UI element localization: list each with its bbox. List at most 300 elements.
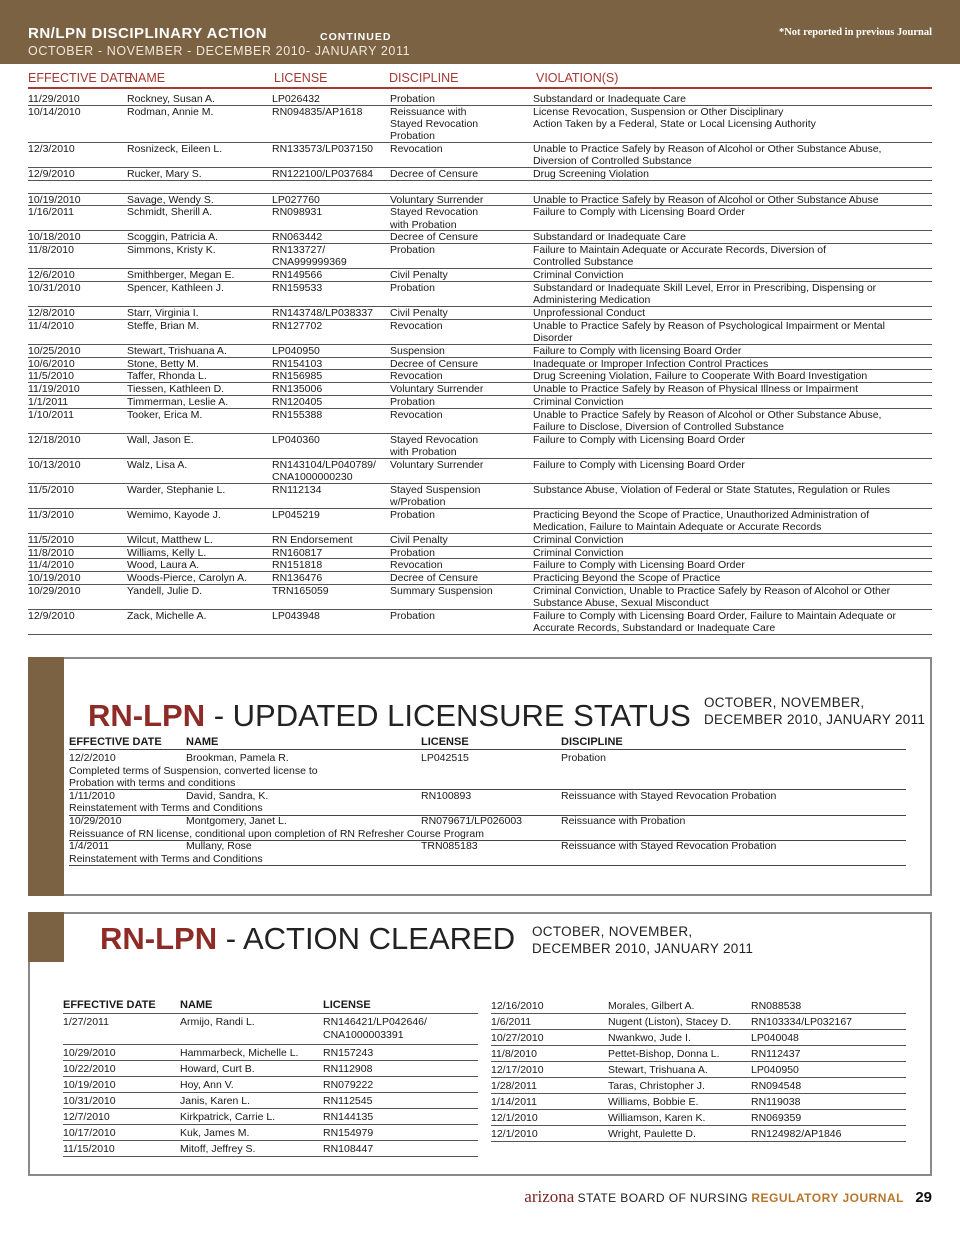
- row-date-line: 11/4/2010: [28, 559, 74, 572]
- row-violation: [533, 168, 649, 180]
- row-violation-line: Unable to Practice Safely by Reason of Alcohol or Other Substance Abuse,: [533, 143, 882, 155]
- row-name-line: Rodman, Annie M.: [127, 105, 214, 118]
- row-license-line: LP045219: [272, 508, 320, 521]
- row-name: [127, 610, 206, 622]
- updated-entry-license: RN100893: [421, 789, 472, 802]
- cleared-entry-date: 12/17/2010: [491, 1064, 544, 1076]
- cleared-col-license: LICENSE: [323, 999, 371, 1011]
- row-discipline: [390, 269, 448, 281]
- row-name: [127, 383, 224, 395]
- cleared-entry-name: Williams, Bobbie E.: [608, 1096, 699, 1108]
- row-violation: [533, 282, 876, 306]
- row-date: [28, 106, 81, 118]
- row-license: [272, 320, 322, 332]
- updated-licensure-box: [28, 657, 932, 896]
- row-violation: [533, 383, 858, 395]
- updated-col-name: NAME: [186, 736, 219, 748]
- row-date-line: 10/13/2010: [28, 458, 81, 471]
- row-violation-line: Drug Screening Violation: [533, 168, 649, 180]
- updated-date-line-2: DECEMBER 2010, JANUARY 2011: [704, 712, 926, 727]
- cleared-entry-license: CNA1000003391: [323, 1029, 404, 1041]
- row-violation-line: Failure to Comply with Licensing Board Order: [533, 559, 745, 572]
- cleared-col-date: EFFECTIVE DATE: [63, 999, 156, 1011]
- row-violation-line: Substandard or Inadequate Skill Level, Error in Prescribing, Dispensing or: [533, 282, 877, 294]
- row-license-line: RN155388: [272, 408, 323, 421]
- table-row: [28, 93, 932, 106]
- row-violation-line: Failure to Comply with licensing Board Order: [533, 344, 742, 357]
- cleared-entry-date: 12/16/2010: [491, 1000, 544, 1012]
- row-discipline-line: Civil Penalty: [390, 307, 448, 319]
- row-violation: [533, 345, 741, 357]
- row-violation: [533, 307, 645, 319]
- row-date-line: 10/29/2010: [28, 585, 81, 597]
- row-violation-line: Medication, Failure to Maintain Adequate or Accurate Records: [533, 521, 822, 533]
- row-name: [127, 585, 202, 597]
- column-header-license: LICENSE: [274, 71, 328, 85]
- row-discipline: [390, 244, 435, 256]
- column-header-discipline: DISCIPLINE: [389, 71, 459, 85]
- row-name-line: Rucker, Mary S.: [127, 168, 202, 180]
- cleared-entry-rule: [63, 1156, 478, 1157]
- row-name-line: Simmons, Kristy K.: [127, 244, 216, 257]
- row-license-line: TRN165059: [272, 585, 329, 597]
- table-row: [28, 459, 932, 484]
- row-date: [28, 509, 74, 521]
- cleared-entry-name: Williamson, Karen K.: [608, 1112, 706, 1124]
- row-name: [127, 559, 199, 571]
- row-date: [28, 194, 81, 206]
- cleared-entry-license: RN069359: [751, 1112, 802, 1124]
- row-license-line: RN112134: [272, 483, 322, 496]
- updated-entry-date: 10/29/2010: [69, 815, 122, 827]
- cleared-entry-license: RN088538: [751, 1000, 802, 1012]
- row-license: [272, 168, 373, 180]
- row-discipline-line: Revocation: [390, 143, 443, 155]
- row-date: [28, 320, 74, 332]
- row-name: [127, 320, 199, 332]
- row-violation-line: Accurate Records, Substandard or Inadequate Care: [533, 622, 776, 635]
- row-name: [127, 93, 215, 105]
- row-name-line: Scoggin, Patricia A.: [127, 231, 219, 244]
- row-discipline: [390, 194, 483, 206]
- row-discipline: [390, 547, 435, 559]
- action-cleared-box: [28, 912, 932, 1176]
- row-discipline-line: Decree of Censure: [390, 572, 479, 585]
- updated-entry-note: Reinstatement with Terms and Conditions: [69, 852, 263, 865]
- cleared-entry-rule: [491, 1013, 906, 1014]
- row-violation: [533, 106, 816, 130]
- row-name-line: Wood, Laura A.: [127, 559, 200, 572]
- row-violation: [533, 370, 867, 382]
- table-row: [28, 307, 932, 320]
- cleared-entry-date: 11/8/2010: [491, 1048, 537, 1060]
- cleared-header-rule: [63, 1013, 478, 1014]
- row-license: [272, 282, 322, 294]
- cleared-entry-date: 12/7/2010: [63, 1111, 110, 1123]
- row-discipline: [390, 509, 435, 521]
- row-discipline: [390, 534, 448, 546]
- row-violation-line: Inadequate or Improper Infection Control Practices: [533, 357, 769, 370]
- updated-col-license: LICENSE: [421, 736, 469, 748]
- row-license: [272, 345, 320, 357]
- row-violation-line: License Revocation, Suspension or Other Disciplinary: [533, 105, 784, 118]
- row-discipline: [390, 585, 493, 597]
- row-name-line: Walz, Lisa A.: [127, 458, 188, 471]
- row-violation-line: Unable to Practice Safely by Reason of Physical Illness or Impairment: [533, 383, 859, 396]
- cleared-entry-rule: [491, 1109, 906, 1110]
- cleared-entry-rule: [491, 1061, 906, 1062]
- table-row: [28, 206, 932, 231]
- row-license-line: RN120405: [272, 396, 323, 408]
- row-license-line: RN149566: [272, 269, 323, 282]
- row-date-line: 12/8/2010: [28, 307, 75, 319]
- cleared-date-line-2: DECEMBER 2010, JANUARY 2011: [532, 941, 754, 956]
- cleared-entry-rule: [63, 1076, 478, 1077]
- row-discipline: [390, 282, 435, 294]
- row-discipline-line: Revocation: [390, 559, 443, 572]
- updated-entry-name: Brookman, Pamela R.: [186, 752, 289, 764]
- row-violation-line: Administering Medication: [533, 294, 651, 307]
- cleared-entry-date: 10/19/2010: [63, 1079, 116, 1091]
- row-license: [272, 269, 322, 281]
- row-name-line: Rockney, Susan A.: [127, 93, 215, 105]
- row-violation: [533, 547, 623, 559]
- row-license-line: RN160817: [272, 546, 323, 559]
- updated-entry-name: David, Sandra, K.: [186, 789, 269, 802]
- column-header-name: NAME: [129, 71, 166, 85]
- row-name-line: Woods-Pierce, Carolyn A.: [127, 572, 248, 585]
- row-name: [127, 484, 225, 496]
- row-name-line: Stone, Betty M.: [127, 357, 199, 370]
- row-date: [28, 143, 75, 155]
- row-discipline: [390, 396, 435, 408]
- cleared-title-accent: RN-LPN: [100, 921, 218, 956]
- row-date: [28, 370, 74, 382]
- table-row: [28, 231, 932, 244]
- row-date: [28, 168, 75, 180]
- row-license-line: RN154103: [272, 357, 323, 370]
- cleared-entry-name: Nugent (Liston), Stacey D.: [608, 1016, 732, 1028]
- row-discipline: [390, 459, 483, 471]
- row-violation-line: Substandard or Inadequate Care: [533, 231, 686, 244]
- table-row: [28, 282, 932, 307]
- row-violation-line: Substandard or Inadequate Care: [533, 93, 686, 105]
- row-violation: [533, 610, 896, 634]
- row-violation: [533, 231, 686, 243]
- row-license-line: LP027760: [272, 193, 320, 206]
- table-row: [28, 106, 932, 143]
- row-discipline: [390, 484, 480, 508]
- cleared-entry-name: Morales, Gilbert A.: [608, 1000, 695, 1012]
- table-row: [28, 547, 932, 560]
- row-name-line: Taffer, Rhonda L.: [127, 370, 207, 383]
- row-violation-line: Action Taken by a Federal, State or Local Licensing Authority: [533, 118, 816, 130]
- row-violation: [533, 93, 686, 105]
- row-license-line: RN094835/AP1618: [272, 105, 363, 118]
- row-discipline-line: Stayed Revocation: [390, 433, 479, 446]
- row-license: [272, 459, 376, 483]
- row-name: [127, 547, 206, 559]
- row-date: [28, 409, 74, 421]
- row-discipline-line: Stayed Revocation: [390, 206, 479, 219]
- row-name: [127, 459, 187, 471]
- table-row: [28, 409, 932, 434]
- cleared-entry-license: RN119038: [751, 1096, 801, 1108]
- footer-journal-name: REGULATORY JOURNAL: [751, 1191, 904, 1205]
- cleared-entry-date: 1/28/2011: [491, 1080, 537, 1092]
- row-license-line: RN063442: [272, 231, 323, 244]
- row-violation-line: Diversion of Controlled Substance: [533, 155, 692, 168]
- row-license: [272, 143, 373, 155]
- row-violation-line: Disorder: [533, 332, 573, 344]
- row-date-line: 10/31/2010: [28, 282, 81, 294]
- cleared-entry-rule: [63, 1108, 478, 1109]
- row-date-line: 12/9/2010: [28, 168, 75, 180]
- updated-entry-rule: [69, 865, 906, 866]
- row-name: [127, 282, 224, 294]
- cleared-entry-rule: [491, 1141, 906, 1142]
- row-violation-line: Criminal Conviction, Unable to Practice Safely by Reason of Alcohol or Other: [533, 585, 891, 597]
- row-license: [272, 559, 322, 571]
- updated-entry-note: Reissuance of RN license, conditional upon completion of RN Refresher Course Program: [69, 827, 484, 840]
- row-license: [272, 383, 322, 395]
- row-date-line: 10/6/2010: [28, 357, 75, 370]
- row-discipline-line: with Probation: [390, 446, 457, 458]
- row-name-line: Stewart, Trishuana A.: [127, 344, 227, 357]
- row-date-line: 12/6/2010: [28, 269, 75, 282]
- cleared-col-name: NAME: [180, 999, 213, 1011]
- row-name: [127, 168, 202, 180]
- row-date-line: 11/5/2010: [28, 483, 74, 496]
- not-reported-note: *Not reported in previous Journal: [778, 27, 932, 38]
- row-name-line: Timmerman, Leslie A.: [127, 396, 229, 408]
- cleared-entry-rule: [63, 1124, 478, 1125]
- row-date: [28, 572, 81, 584]
- row-name: [127, 345, 227, 357]
- row-license: [272, 585, 329, 597]
- cleared-entry-name: Nwankwo, Jude I.: [608, 1032, 691, 1044]
- row-violation-line: Criminal Conviction: [533, 533, 624, 546]
- column-header-violations: VIOLATION(S): [536, 71, 619, 85]
- cleared-entry-date: 1/27/2011: [63, 1016, 109, 1028]
- row-license-line: RN135006: [272, 383, 323, 396]
- row-name: [127, 370, 207, 382]
- updated-entry-license: TRN085183: [421, 840, 478, 853]
- row-name-line: Smithberger, Megan E.: [127, 269, 235, 282]
- box-accent-tab: [28, 912, 64, 962]
- row-discipline: [390, 383, 483, 395]
- updated-entry-date: 1/4/2011: [69, 840, 110, 853]
- cleared-entry-name: Janis, Karen L.: [180, 1095, 251, 1107]
- row-license: [272, 396, 322, 408]
- row-date: [28, 396, 68, 408]
- updated-entry-name: Montgomery, Janet L.: [186, 815, 287, 827]
- table-row: [28, 509, 932, 534]
- row-date-line: 1/16/2011: [28, 206, 74, 219]
- updated-title-rest: - UPDATED LICENSURE STATUS: [205, 698, 691, 733]
- row-violation: [533, 484, 890, 496]
- row-name: [127, 231, 218, 243]
- cleared-entry-name: Stewart, Trishuana A.: [608, 1064, 708, 1076]
- table-row: [28, 434, 932, 459]
- cleared-entry-license: RN112545: [323, 1095, 373, 1107]
- row-date-line: 11/19/2010: [28, 383, 80, 396]
- row-name-line: Steffe, Brian M.: [127, 319, 200, 332]
- row-discipline-line: w/Probation: [390, 496, 446, 508]
- cleared-entry-name: Wright, Paulette D.: [608, 1128, 696, 1140]
- row-date-line: 11/29/2010: [28, 93, 80, 105]
- table-row: [28, 269, 932, 282]
- page-footer: [524, 1188, 932, 1207]
- row-date-line: 10/25/2010: [28, 344, 81, 357]
- row-discipline-line: Voluntary Surrender: [390, 193, 484, 206]
- row-license-line: LP026432: [272, 93, 320, 105]
- row-discipline: [390, 168, 478, 180]
- row-discipline-line: Probation: [390, 546, 435, 559]
- row-violation: [533, 534, 623, 546]
- row-discipline-line: Decree of Censure: [390, 168, 479, 180]
- row-name: [127, 409, 202, 421]
- cleared-entry-rule: [491, 1045, 906, 1046]
- row-date: [28, 547, 74, 559]
- row-name: [127, 244, 216, 256]
- row-license: [272, 509, 320, 521]
- row-discipline: [390, 434, 478, 458]
- row-discipline: [390, 206, 478, 230]
- table-row: [28, 358, 932, 371]
- row-discipline-line: Probation: [390, 610, 435, 622]
- row-violation: [533, 434, 745, 446]
- row-date: [28, 206, 74, 218]
- row-name: [127, 358, 199, 370]
- row-date: [28, 484, 74, 496]
- cleared-entry-license: RN112437: [751, 1048, 801, 1060]
- row-violation: [533, 358, 768, 370]
- table-row: [28, 370, 932, 383]
- row-violation-line: Substance Abuse, Violation of Federal or State Statutes, Regulation or Rules: [533, 483, 891, 496]
- row-name-line: Rosnizeck, Eileen L.: [127, 143, 223, 155]
- row-violation-line: Failure to Comply with Licensing Board Order, Failure to Maintain Adequate or: [533, 610, 897, 622]
- table-row: [28, 194, 932, 207]
- cleared-entry-rule: [491, 1125, 906, 1126]
- row-discipline-line: Revocation: [390, 319, 443, 332]
- row-discipline-line: Suspension: [390, 344, 445, 357]
- table-row: [28, 181, 932, 194]
- row-name-line: Starr, Virginia I.: [127, 307, 199, 319]
- header-rule: [28, 87, 932, 89]
- cleared-entry-name: Armijo, Randi L.: [180, 1016, 255, 1028]
- updated-entry-discipline: Reissuance with Stayed Revocation Probation: [561, 840, 777, 853]
- cleared-entry-rule: [63, 1092, 478, 1093]
- row-date-line: 1/1/2011: [28, 396, 69, 408]
- row-license-line: LP043948: [272, 610, 320, 622]
- row-violation: [533, 320, 885, 344]
- cleared-entry-rule: [491, 1029, 906, 1030]
- row-violation: [533, 269, 623, 281]
- cleared-entry-rule: [491, 1093, 906, 1094]
- cleared-entry-name: Mitoff, Jeffrey S.: [180, 1143, 256, 1155]
- row-discipline-line: Probation: [390, 130, 435, 143]
- row-discipline-line: Civil Penalty: [390, 269, 448, 282]
- row-license-line: RN133573/LP037150: [272, 143, 374, 155]
- updated-col-discipline: DISCIPLINE: [561, 736, 623, 748]
- row-name: [127, 396, 228, 408]
- row-date: [28, 269, 75, 281]
- row-discipline-line: Probation: [390, 282, 435, 294]
- row-discipline-line: Probation: [390, 244, 435, 257]
- row-discipline: [390, 307, 448, 319]
- row-license: [272, 358, 322, 370]
- updated-header-rule: [69, 749, 906, 750]
- row-license: [272, 231, 322, 243]
- table-row: [28, 244, 932, 269]
- updated-entry-discipline: Reissuance with Stayed Revocation Probation: [561, 789, 777, 802]
- row-discipline-line: Probation: [390, 508, 435, 521]
- table-row: [28, 534, 932, 547]
- row-date-line: 11/5/2010: [28, 370, 74, 383]
- row-license: [272, 434, 320, 446]
- row-license-line: RN151818: [272, 559, 323, 572]
- row-discipline-line: Summary Suspension: [390, 585, 493, 597]
- table-row: [28, 168, 932, 181]
- row-date-line: 11/8/2010: [28, 546, 74, 559]
- cleared-entry-license: RN094548: [751, 1080, 802, 1092]
- cleared-entry-license: RN079222: [323, 1079, 374, 1091]
- row-discipline: [390, 143, 443, 155]
- row-discipline-line: Revocation: [390, 408, 443, 421]
- cleared-entry-name: Pettet-Bishop, Donna L.: [608, 1048, 720, 1060]
- cleared-entry-rule: [63, 1044, 478, 1045]
- row-date-line: 1/10/2011: [28, 408, 74, 421]
- continued-label: CONTINUED: [320, 31, 392, 43]
- row-violation-line: Failure to Comply with Licensing Board Order: [533, 458, 745, 471]
- row-discipline-line: Probation: [390, 396, 435, 408]
- updated-col-date: EFFECTIVE DATE: [69, 736, 162, 748]
- row-date: [28, 459, 81, 471]
- row-violation: [533, 194, 879, 206]
- row-violation-line: Criminal Conviction: [533, 546, 624, 559]
- row-violation-line: Failure to Maintain Adequate or Accurate Records, Diversion of: [533, 244, 826, 257]
- row-violation-line: Criminal Conviction: [533, 269, 624, 282]
- cleared-entry-license: RN144135: [323, 1111, 374, 1123]
- row-discipline-line: Decree of Censure: [390, 231, 479, 244]
- cleared-entry-license: RN124982/AP1846: [751, 1128, 842, 1140]
- cleared-entry-rule: [63, 1060, 478, 1061]
- table-row: [28, 610, 932, 635]
- row-name-line: Wemimo, Kayode J.: [127, 508, 221, 521]
- updated-entry-discipline: Reissuance with Probation: [561, 815, 686, 827]
- cleared-entry-date: 10/27/2010: [491, 1032, 544, 1044]
- row-date: [28, 559, 74, 571]
- row-license-line: RN098931: [272, 206, 323, 219]
- row-name: [127, 194, 214, 206]
- cleared-entry-date: 1/14/2011: [491, 1096, 537, 1108]
- row-license-line: RN143748/LP038337: [272, 307, 374, 319]
- row-name-line: Wall, Jason E.: [127, 433, 194, 446]
- cleared-title-rest: - ACTION CLEARED: [217, 921, 516, 956]
- cleared-entry-license: RN157243: [323, 1047, 374, 1059]
- cleared-entry-rule: [491, 1077, 906, 1078]
- row-discipline: [390, 610, 435, 622]
- row-violation-line: Substance Abuse, Sexual Misconduct: [533, 597, 709, 610]
- table-row: [28, 345, 932, 358]
- row-discipline-line: Probation: [390, 93, 435, 105]
- row-name: [127, 509, 221, 521]
- row-violation: [533, 143, 881, 167]
- row-violation-line: Drug Screening Violation, Failure to Cooperate With Board Investigation: [533, 370, 868, 383]
- row-date: [28, 434, 81, 446]
- row-license: [272, 206, 322, 218]
